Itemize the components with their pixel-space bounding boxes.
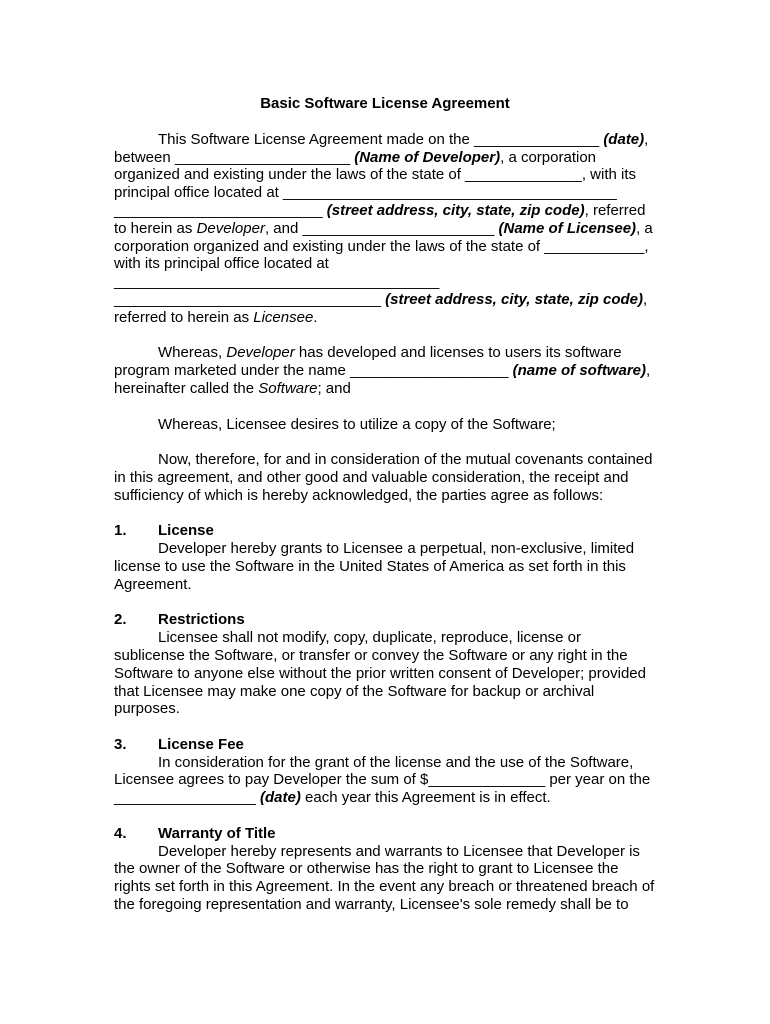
- section-title: License Fee: [158, 735, 244, 753]
- whereas-developer-paragraph: [114, 344, 656, 397]
- intro-text: , referred to herein as: [114, 201, 646, 237]
- section-number: 1.: [114, 522, 127, 540]
- whereas-text: has developed and licenses to users its software program marketed under the name ___________________: [114, 344, 622, 380]
- section-number: 4.: [114, 824, 127, 842]
- fee-text: In consideration for the grant of the license and the use of the Software, Licensee agrees to pay Developer the sum of $______________ per year on the _________________: [114, 753, 651, 807]
- section-restrictions: [114, 611, 656, 718]
- intro-text: , and _______________________: [264, 219, 499, 237]
- intro-text: , a corporation organized and existing under the laws of the state of ______________, with its principal office located at ________________________________________ _________________________: [114, 148, 637, 219]
- software-name-label: (name of software): [512, 362, 646, 380]
- section-title: Restrictions: [158, 611, 245, 629]
- software-term: Software: [258, 379, 318, 397]
- fee-text: each year this Agreement is in effect.: [300, 789, 551, 807]
- intro-text: This Software License Agreement made on the _______________: [158, 130, 604, 148]
- section-heading: [114, 825, 656, 843]
- intro-text: .: [313, 308, 318, 326]
- developer-name-label: (Name of Developer): [354, 148, 501, 166]
- section-title: License: [158, 522, 214, 540]
- developer-term: Developer: [196, 219, 265, 237]
- whereas-licensee-paragraph: Whereas, Licensee desires to utilize a copy of the Software;: [158, 415, 556, 433]
- document-page: [114, 95, 656, 932]
- intro-text: , a corporation organized and existing under the laws of the state of ____________, with its principal office located at _______________________________________ ________________________________: [114, 219, 653, 308]
- developer-term: Developer: [226, 344, 295, 362]
- whereas-text: Whereas,: [158, 344, 227, 362]
- section-body: [114, 754, 656, 807]
- intro-date-label: (date): [603, 130, 645, 148]
- section-heading: [114, 736, 656, 754]
- section-number: 3.: [114, 735, 127, 753]
- licensee-term: Licensee: [253, 308, 314, 326]
- section-title: Warranty of Title: [158, 824, 276, 842]
- section-license-fee: [114, 736, 656, 807]
- section-number: 2.: [114, 611, 127, 629]
- section-heading: [114, 522, 656, 540]
- intro-text: , between _____________________: [114, 130, 649, 166]
- section-warranty-of-title: [114, 825, 656, 914]
- section-body: Developer hereby grants to Licensee a perpetual, non-exclusive, limited license to use the Software in the United States of America as set forth in this Agreement.: [114, 540, 635, 593]
- intro-paragraph: [114, 131, 656, 327]
- whereas-text: ; and: [317, 379, 351, 397]
- intro-text: , referred to herein as: [114, 290, 648, 326]
- section-body: Developer hereby represents and warrants to Licensee that Developer is the owner of the Software or otherwise has the right to grant to Licensee the rights set forth in this Agreement. In the event any breach or threatened breach of the foregoing representation and warranty, Licensee's sole remedy shall be to: [114, 842, 655, 914]
- section-heading: [114, 611, 656, 629]
- licensee-name-label: (Name of Licensee): [498, 219, 637, 237]
- fee-date-label: (date): [260, 789, 301, 807]
- consideration-paragraph: Now, therefore, for and in consideration of the mutual covenants contained in this agreement, and other good and valuable consideration, the receipt and sufficiency of which is hereby acknowledged, the parties agree as follows:: [114, 451, 653, 504]
- developer-address-label: (street address, city, state, zip code): [326, 201, 585, 219]
- document-title: Basic Software License Agreement: [260, 95, 510, 112]
- whereas-text: , hereinafter called the: [114, 362, 651, 397]
- licensee-address-label: (street address, city, state, zip code): [385, 290, 643, 308]
- section-license: [114, 522, 656, 593]
- section-body: Licensee shall not modify, copy, duplicate, reproduce, license or sublicense the Software, or transfer or convey the Software or any right in the Software to anyone else without the prior written consent of Developer; provided that Licensee may make one copy of the Software for backup or archival purposes.: [114, 629, 646, 718]
